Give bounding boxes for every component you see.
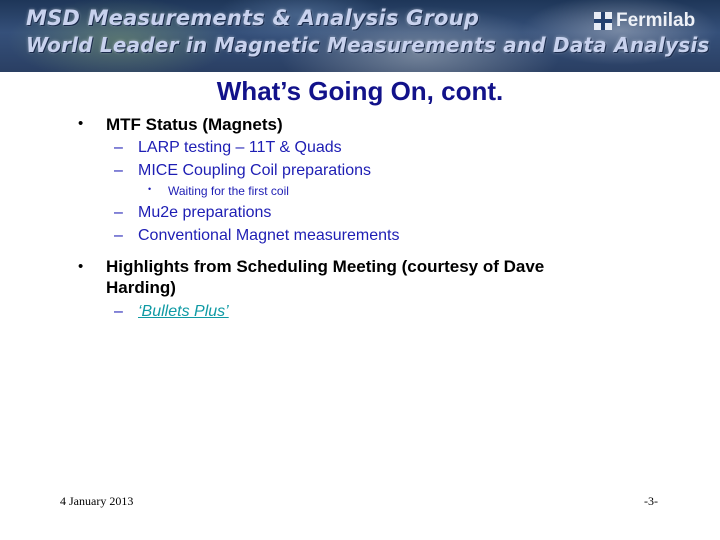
sub-bullet-text: MICE Coupling Coil preparations	[138, 162, 371, 179]
bullet-dot-icon: •	[78, 115, 84, 132]
bullet-text: Highlights from Scheduling Meeting (courtesy of Dave Harding)	[106, 257, 545, 297]
footer-date: 4 January 2013	[60, 494, 134, 508]
sub-sub-bullet-text: Waiting for the first coil	[168, 184, 289, 198]
logo-text: Fermilab	[616, 10, 696, 31]
banner-group-name: MSD Measurements & Analysis Group	[26, 6, 480, 30]
bullets-plus-link[interactable]: ‘Bullets Plus’	[138, 303, 229, 320]
bullet-dot-icon: •	[78, 258, 84, 275]
dash-icon: –	[114, 162, 123, 179]
dash-icon: –	[114, 204, 123, 221]
bullet-text: MTF Status (Magnets)	[106, 115, 283, 134]
banner-tagline: World Leader in Magnetic Measurements and Data Analysis	[26, 33, 710, 57]
sub-sub-bullet-waiting	[148, 184, 289, 198]
sub-bullet-text: LARP testing – 11T & Quads	[138, 139, 342, 156]
sub-bullet-mice	[114, 162, 371, 180]
bullet-dot-icon: •	[148, 184, 152, 194]
sub-bullet-text: Mu2e preparations	[138, 204, 272, 221]
fermilab-logo-icon	[594, 12, 612, 30]
bullet-mtf-status	[78, 115, 283, 135]
sub-bullet-larp	[114, 139, 342, 157]
dash-icon: –	[114, 227, 123, 244]
sub-bullet-bullets-plus	[114, 303, 229, 321]
footer-page-number: -3-	[644, 494, 658, 508]
sub-bullet-text: Conventional Magnet measurements	[138, 227, 400, 244]
header-banner	[0, 0, 720, 72]
fermilab-logo	[594, 10, 695, 32]
dash-icon: –	[114, 303, 123, 320]
dash-icon: –	[114, 139, 123, 156]
sub-bullet-mu2e	[114, 204, 272, 222]
sub-bullet-conventional	[114, 227, 400, 245]
slide-title: What’s Going On, cont.	[216, 76, 504, 106]
bullet-highlights	[78, 256, 586, 298]
